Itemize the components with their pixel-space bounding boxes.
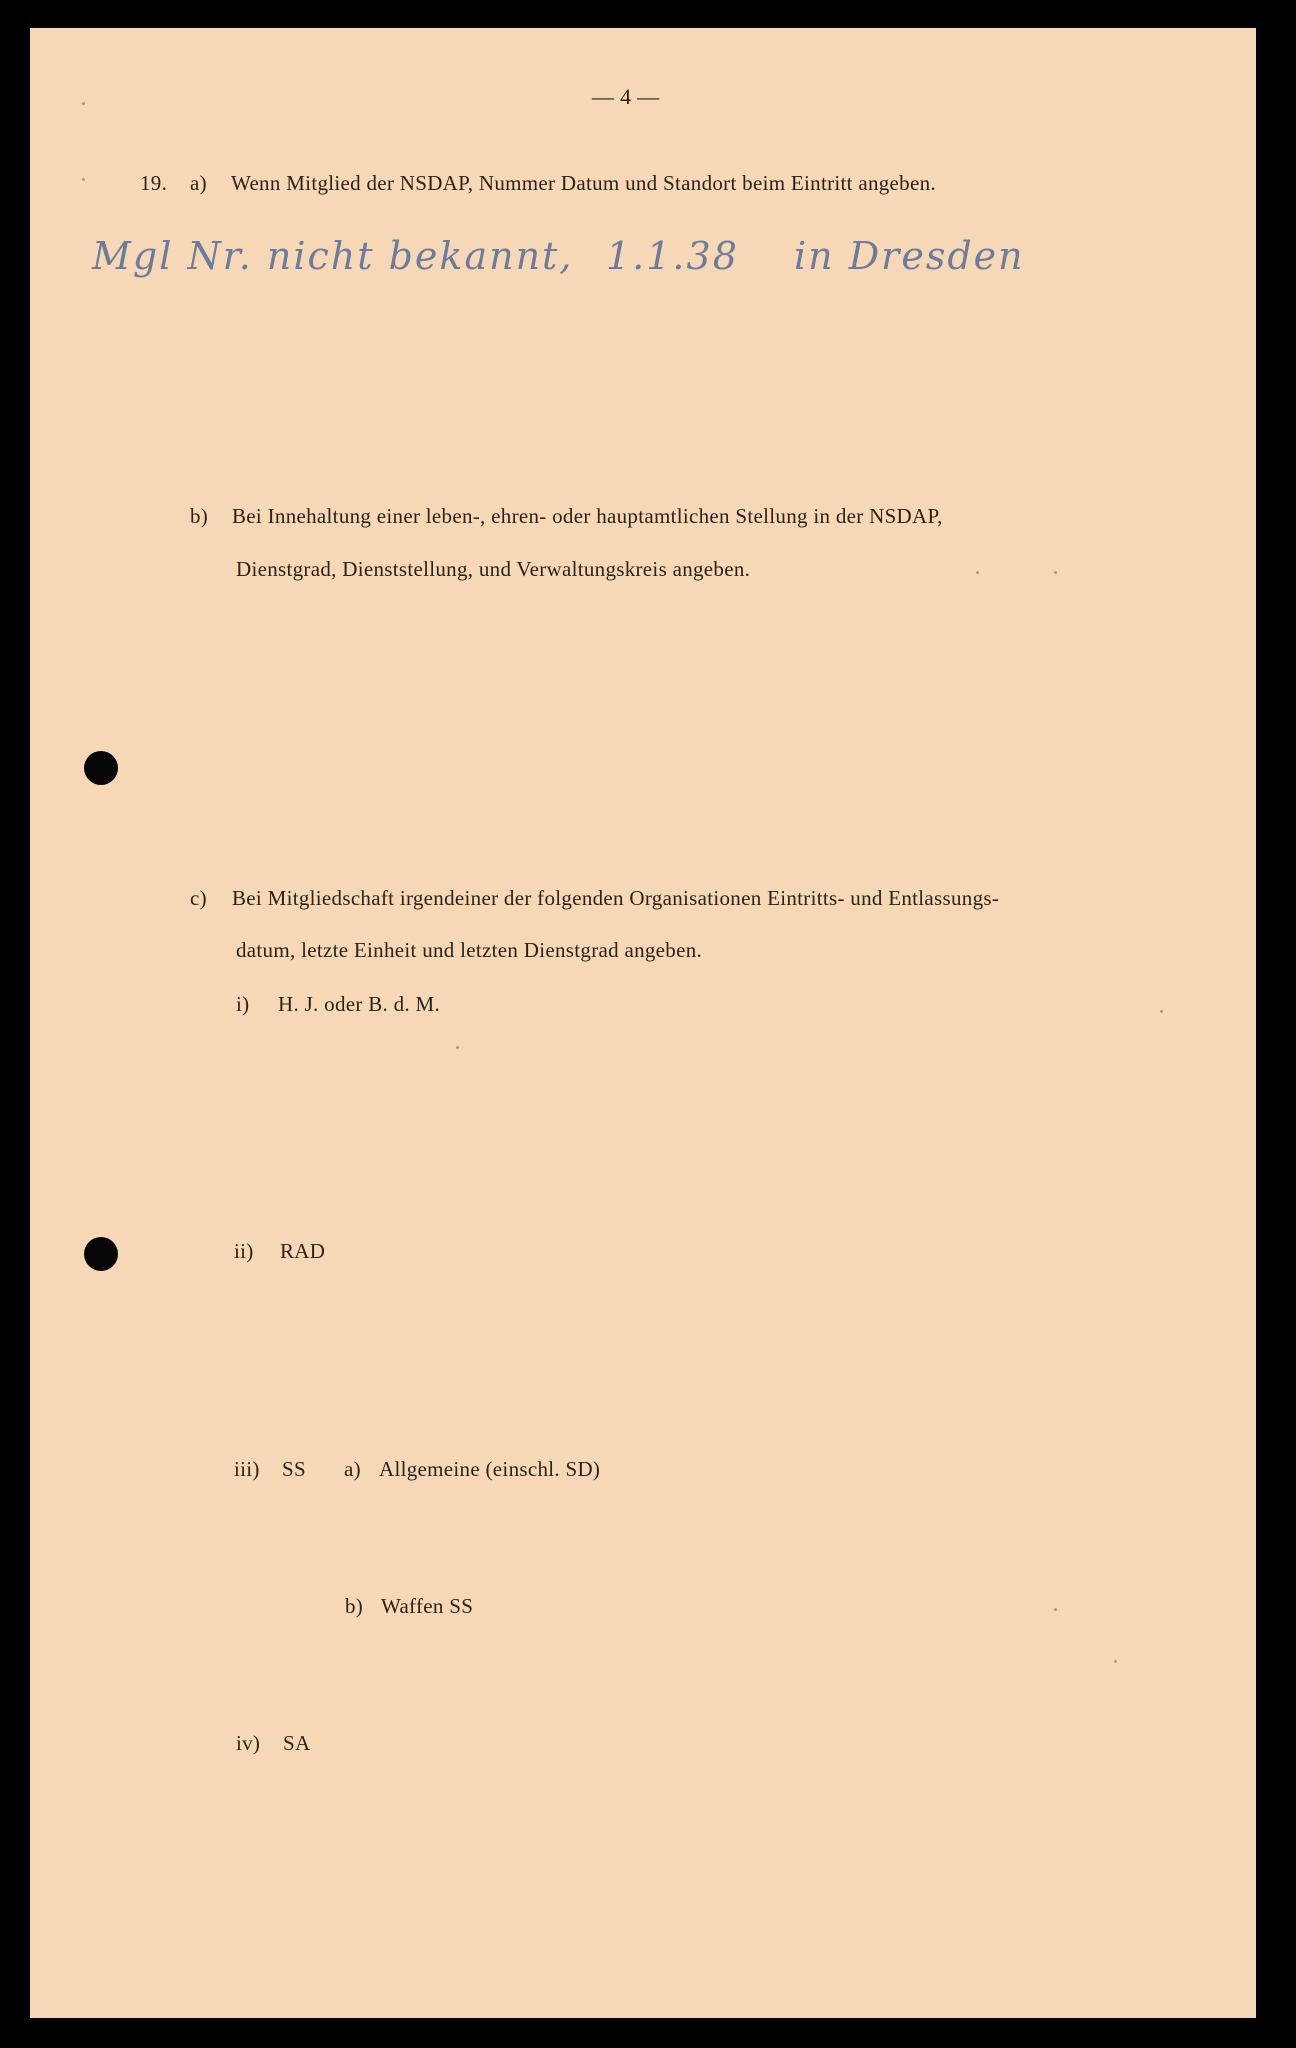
handwritten-answer-membership: Mgl Nr. nicht bekannt,	[92, 234, 574, 278]
item-ii-label: ii)	[234, 1239, 254, 1263]
question-b-label: b)	[190, 504, 209, 528]
paper-speck	[1114, 1660, 1117, 1663]
question-c-line2: datum, letzte Einheit und letzten Dienstgrad angeben.	[236, 938, 703, 962]
question-c-line1: Bei Mitgliedschaft irgendeiner der folgenden Organisationen Eintritts- und Entlassungs-	[232, 886, 1000, 910]
paper-speck	[1054, 571, 1057, 574]
question-a-label: a)	[190, 171, 207, 195]
paper-speck	[976, 571, 979, 574]
item-iii-a-text: Allgemeine (einschl. SD)	[379, 1457, 601, 1481]
item-iii-text: SS	[282, 1457, 306, 1481]
punch-hole	[84, 1237, 118, 1271]
item-iv-label: iv)	[236, 1731, 261, 1755]
document-page	[30, 28, 1256, 2018]
handwritten-answer-place: in Dresden	[794, 234, 1025, 278]
paper-speck	[456, 1046, 459, 1049]
punch-hole	[84, 751, 118, 785]
page-number: — 4 —	[592, 84, 660, 109]
question-b-line1: Bei Innehaltung einer leben-, ehren- oder hauptamtlichen Stellung in der NSDAP,	[232, 504, 943, 528]
handwritten-answer-date: 1.1.38	[606, 234, 739, 278]
item-iii-label: iii)	[234, 1457, 260, 1481]
item-i-text: H. J. oder B. d. M.	[278, 992, 441, 1016]
question-c-label: c)	[190, 886, 207, 910]
paper-speck	[82, 178, 85, 181]
item-ii-text: RAD	[280, 1239, 326, 1263]
item-i-label: i)	[236, 992, 250, 1016]
paper-speck	[82, 102, 85, 105]
item-iii-b-text: Waffen SS	[381, 1594, 474, 1618]
paper-speck	[1160, 1010, 1163, 1013]
question-a-text: Wenn Mitglied der NSDAP, Nummer Datum und Standort beim Eintritt angeben.	[231, 171, 936, 195]
question-b-line2: Dienstgrad, Dienststellung, und Verwaltungskreis angeben.	[236, 557, 751, 581]
item-iii-b-label: b)	[345, 1594, 364, 1618]
paper-speck	[1054, 1608, 1057, 1611]
question-number: 19.	[140, 171, 168, 195]
item-iv-text: SA	[283, 1731, 311, 1755]
item-iii-a-label: a)	[344, 1457, 361, 1481]
